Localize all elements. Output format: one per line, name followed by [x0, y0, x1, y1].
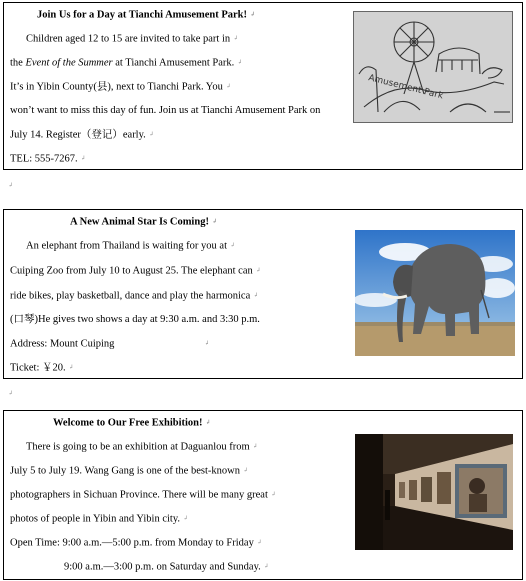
ad-text-line: An elephant from Thailand is waiting for you at ↲ [26, 240, 236, 252]
ad-text-line: It’s in Yibin County(县), next to Tianchi Park. You ↲ [10, 81, 231, 93]
ad-title: Welcome to Our Free Exhibition! ↲ [53, 417, 211, 429]
ad-text-line: July 14. Register（登记）early. ↲ [10, 129, 154, 141]
ad-free-exhibition [3, 410, 523, 580]
ad-text-line: TEL: 555-7267. ↲ [10, 153, 86, 165]
ad-text-line: the Event of the Summer at Tianchi Amusement Park. ↲ [10, 57, 243, 69]
exhibition-photo [355, 434, 513, 550]
ad-text-line: There is going to be an exhibition at Daguanlou from ↲ [26, 441, 258, 453]
elephant-photo [355, 230, 515, 356]
ad-title: Join Us for a Day at Tianchi Amusement Park! ↲ [37, 9, 256, 21]
ad-animal-star [3, 209, 523, 379]
ad-text-line: (口琴)He gives two shows a day at 9:30 a.m. and 3:30 p.m. [10, 314, 260, 325]
paragraph-mark: ↲ [8, 183, 14, 189]
ad-title: A New Animal Star Is Coming! ↲ [70, 216, 217, 228]
ad-text-line: Children aged 12 to 15 are invited to take part in ↲ [26, 33, 239, 45]
amusement-park-drawing [353, 11, 513, 123]
ad-text-line: photographers in Sichuan Province. There will be many great ↲ [10, 489, 276, 501]
svg-text:Amusement Park: Amusement Park [367, 73, 445, 102]
ad-text-line: 9:00 a.m.—3:00 p.m. on Saturday and Sunday. ↲ [64, 561, 269, 573]
ad-text-line: photos of people in Yibin and Yibin city. ↲ [10, 513, 189, 525]
paragraph-mark: ↲ [8, 391, 14, 397]
ad-text-line: ride bikes, play basketball, dance and play the harmonica ↲ [10, 290, 259, 302]
ad-amusement-park [3, 2, 523, 170]
ad-text-line: July 5 to July 19. Wang Gang is one of the best-known ↲ [10, 465, 248, 477]
ad-text-line: Address: Mount Cuiping ↲ [10, 338, 210, 350]
ad-text-line: won’t want to miss this day of fun. Join us at Tianchi Amusement Park on [10, 105, 321, 116]
ad-text-line: Open Time: 9:00 a.m.—5:00 p.m. from Monday to Friday ↲ [10, 537, 262, 549]
ad-text-line: Ticket: ￥20. ↲ [10, 362, 74, 374]
ad-text-line: Cuiping Zoo from July 10 to August 25. The elephant can ↲ [10, 265, 261, 277]
